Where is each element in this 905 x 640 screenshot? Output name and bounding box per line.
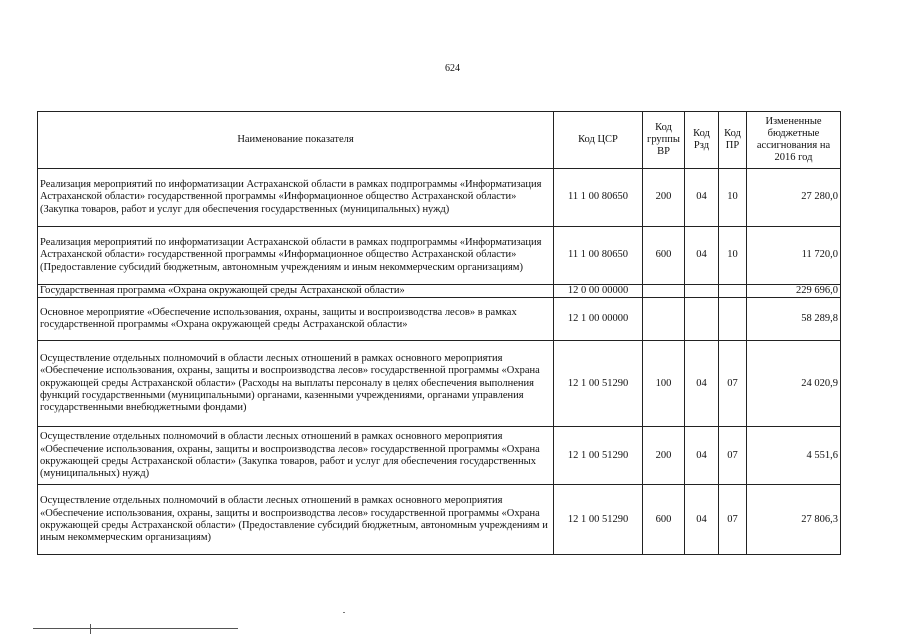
header-amount: Измененные бюджетные ассигнования на 2016 год: [747, 112, 841, 169]
header-vr: Код группы ВР: [643, 112, 685, 169]
header-name: Наименование показателя: [38, 112, 554, 169]
row-name: Реализация мероприятий по информатизации Астраханской области в рамках подпрограммы «Информатизация Астраханской области» государственной программы «Информационное общество Астраханской области» (Закупка товаров, работ и услуг для обеспечения государственных (муниципальных) нужд): [38, 169, 554, 227]
row-name: Осуществление отдельных полномочий в области лесных отношений в рамках основного мероприятия «Обеспечение использования, охраны, защиты и воспроизводства лесов» государственной программы «Охрана окружающей среды Астраханской области» (Предоставление субсидий бюджетным, автономным учреждениям и иным некоммерческим организациям): [38, 485, 554, 555]
row-pr: 07: [719, 341, 747, 427]
row-rzd: 04: [685, 341, 719, 427]
row-amount: 11 720,0: [747, 227, 841, 285]
row-pr: 07: [719, 427, 747, 485]
row-name: Осуществление отдельных полномочий в области лесных отношений в рамках основного мероприятия «Обеспечение использования, охраны, защиты и воспроизводства лесов» государственной программы «Охрана окружающей среды Астраханской области» (Закупка товаров, работ и услуг для обеспечения государственных (муниципальных) нужд): [38, 427, 554, 485]
row-vr: 200: [643, 169, 685, 227]
table-row: [38, 341, 841, 427]
table-row: [38, 285, 841, 298]
row-amount: 24 020,9: [747, 341, 841, 427]
row-csr: 12 1 00 51290: [554, 341, 643, 427]
row-pr: 10: [719, 227, 747, 285]
row-rzd: 04: [685, 169, 719, 227]
row-amount: 4 551,6: [747, 427, 841, 485]
row-csr: 12 1 00 51290: [554, 427, 643, 485]
header-row: [38, 112, 841, 169]
row-csr: 12 1 00 00000: [554, 298, 643, 341]
row-amount: 58 289,8: [747, 298, 841, 341]
row-csr: 12 1 00 51290: [554, 485, 643, 555]
row-rzd: 04: [685, 227, 719, 285]
row-vr: [643, 298, 685, 341]
row-name: Осуществление отдельных полномочий в области лесных отношений в рамках основного мероприятия «Обеспечение использования, охраны, защиты и воспроизводства лесов» государственной программы «Охрана окружающей среды Астраханской области» (Расходы на выплаты персоналу в целях обеспечения выполнения функций государственными (муниципальными) органами, казенными учреждениями, органами управления государственными внебюджетными фондами): [38, 341, 554, 427]
table-row: [38, 169, 841, 227]
row-pr: [719, 285, 747, 298]
row-rzd: 04: [685, 485, 719, 555]
page-number: 624: [445, 63, 460, 74]
row-name: Основное мероприятие «Обеспечение использования, охраны, защиты и воспроизводства лесов» в рамках государственной программы «Охрана окружающей среды Астраханской области»: [38, 298, 554, 341]
table-row: [38, 427, 841, 485]
row-vr: 100: [643, 341, 685, 427]
row-vr: 200: [643, 427, 685, 485]
row-csr: 12 0 00 00000: [554, 285, 643, 298]
row-name: Государственная программа «Охрана окружающей среды Астраханской области»: [38, 285, 554, 298]
header-pr: Код ПР: [719, 112, 747, 169]
row-amount: 27 280,0: [747, 169, 841, 227]
row-rzd: [685, 285, 719, 298]
table-row: [38, 485, 841, 555]
header-rzd: Код Рзд: [685, 112, 719, 169]
budget-table: [37, 111, 841, 555]
row-pr: 07: [719, 485, 747, 555]
row-csr: 11 1 00 80650: [554, 169, 643, 227]
row-pr: 10: [719, 169, 747, 227]
table-row: [38, 227, 841, 285]
footer-rule: [33, 628, 238, 629]
row-amount: 27 806,3: [747, 485, 841, 555]
row-pr: [719, 298, 747, 341]
row-vr: [643, 285, 685, 298]
scan-speck: [343, 612, 345, 613]
header-csr: Код ЦСР: [554, 112, 643, 169]
row-vr: 600: [643, 227, 685, 285]
row-csr: 11 1 00 80650: [554, 227, 643, 285]
footer-tick: [90, 624, 91, 634]
table-row: [38, 298, 841, 341]
row-rzd: 04: [685, 427, 719, 485]
row-vr: 600: [643, 485, 685, 555]
row-name: Реализация мероприятий по информатизации Астраханской области в рамках подпрограммы «Информатизация Астраханской области» государственной программы «Информационное общество Астраханской области» (Предоставление субсидий бюджетным, автономным учреждениям и иным некоммерческим организациям): [38, 227, 554, 285]
row-amount: 229 696,0: [747, 285, 841, 298]
row-rzd: [685, 298, 719, 341]
